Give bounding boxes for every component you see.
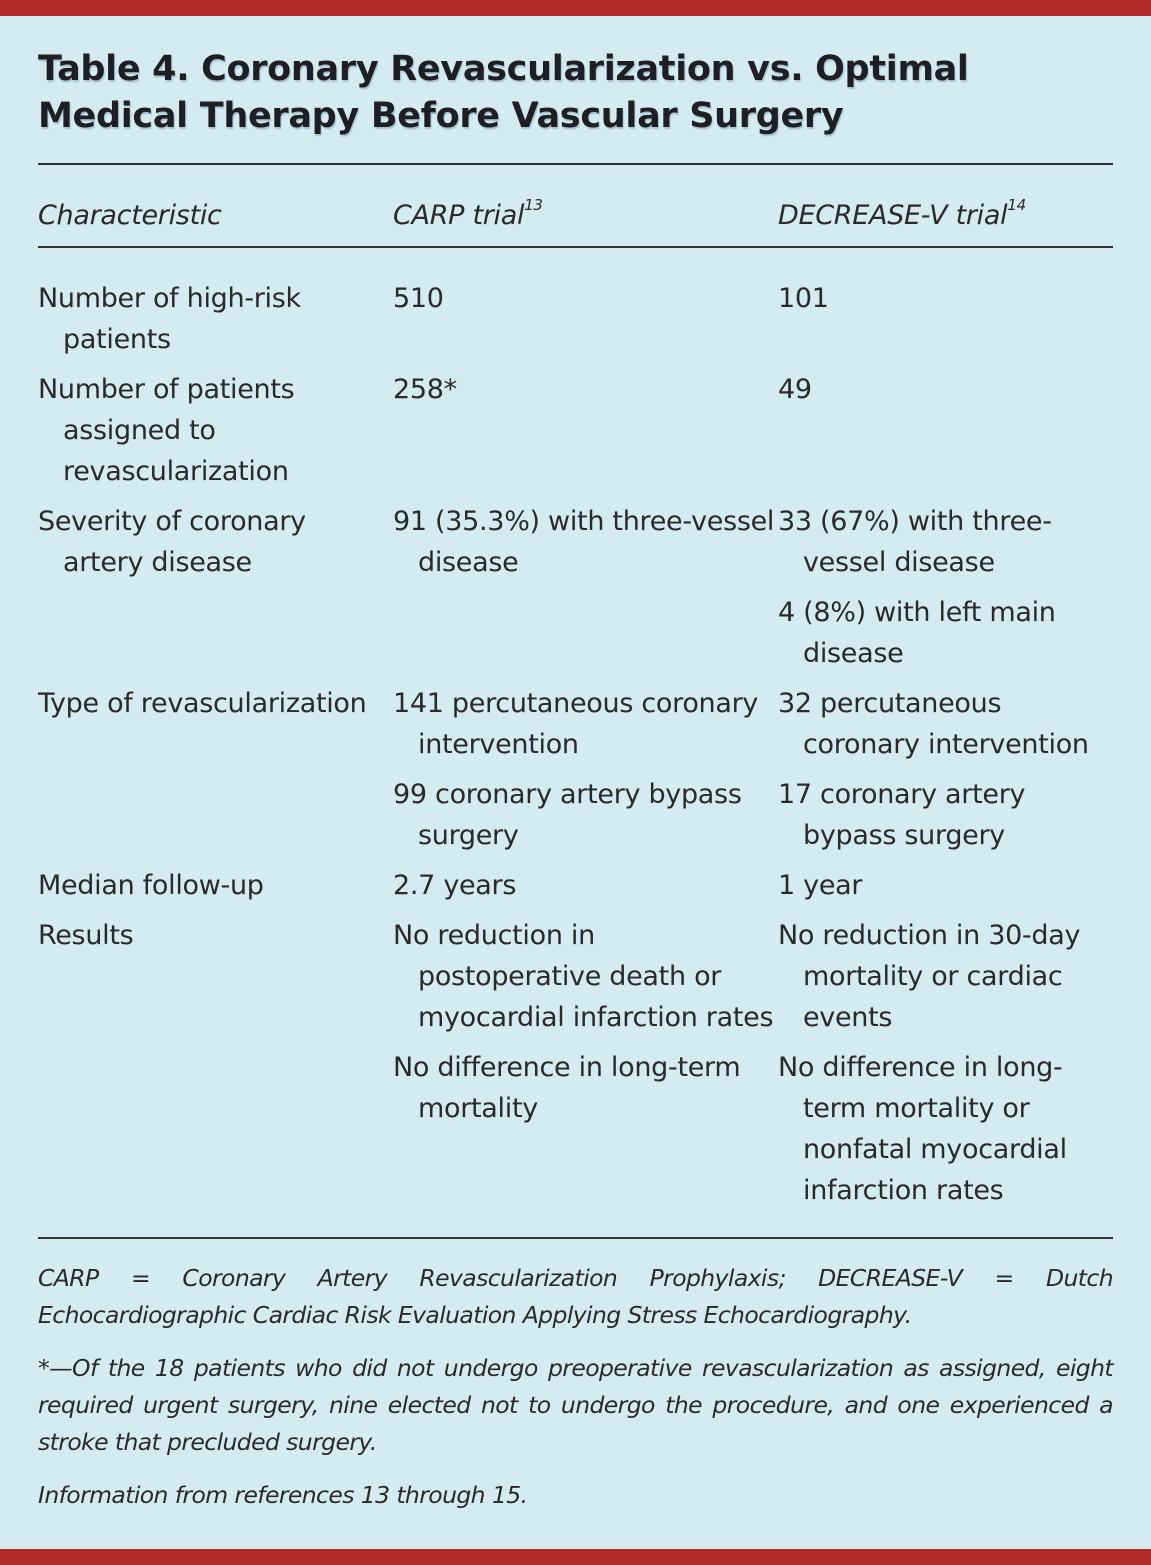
carp-cell — [393, 674, 778, 856]
characteristic-cell — [38, 906, 393, 1233]
cell-entry: Type of revascularization — [38, 688, 367, 719]
header-decrease: DECREASE-V trial$^{14}$ — [778, 196, 1026, 231]
cell-entry: 141 percutaneous coronary intervention — [393, 688, 759, 760]
cell-entry: 258* — [393, 374, 457, 405]
decrease-cell — [778, 252, 1113, 360]
cell-entry: No reduction in 30-day mortality or cardiac events — [778, 920, 1081, 1033]
characteristic-cell — [38, 252, 393, 360]
table-title: Table 4. Coronary Revascularization vs. Optimal Medical Therapy Before Vascular Surgery — [38, 49, 969, 136]
table-row — [38, 856, 1113, 906]
cell-entry: Number of patients assigned to revascularization — [38, 374, 295, 487]
carp-cell — [393, 492, 778, 674]
cell-entry: Severity of coronary artery disease — [38, 506, 306, 578]
cell-entry: No reduction in postoperative death or myocardial infarction rates — [393, 920, 774, 1033]
header-carp: CARP trial$^{13}$ — [393, 196, 543, 231]
table-bottom-divider — [38, 1237, 1113, 1239]
cell-entry: Number of high-risk patients — [38, 283, 301, 355]
table-row — [38, 492, 1113, 674]
cell-entry: 1 year — [778, 870, 863, 901]
cell-entry: 101 — [778, 283, 829, 314]
carp-cell — [393, 906, 778, 1233]
decrease-cell — [778, 906, 1113, 1233]
cell-entry: 33 (67%) with three-vessel disease — [778, 506, 1052, 578]
comparison-table — [38, 190, 1113, 1233]
footnotes — [38, 1260, 1113, 1530]
cell-entry: No difference in long-term mortality — [393, 1052, 741, 1124]
carp-cell — [393, 856, 778, 906]
cell-entry: 4 (8%) with left main disease — [778, 597, 1056, 669]
characteristic-cell — [38, 492, 393, 674]
cell-entry: 91 (35.3%) with three-vessel disease — [393, 506, 775, 578]
bottom-accent-bar — [0, 1549, 1151, 1565]
table-row — [38, 360, 1113, 492]
header-characteristic: Characteristic — [38, 200, 222, 231]
cell-entry: 510 — [393, 283, 444, 314]
carp-cell — [393, 252, 778, 360]
cell-entry: 99 coronary artery bypass surgery — [393, 779, 742, 851]
cell-entry: Results — [38, 920, 134, 951]
title-divider — [38, 163, 1113, 165]
source-note: Information from references 13 through 15. — [38, 1481, 528, 1509]
characteristic-cell — [38, 360, 393, 492]
cell-entry: 32 percutaneous coronary intervention — [778, 688, 1089, 760]
characteristic-cell — [38, 856, 393, 906]
carp-cell — [393, 360, 778, 492]
decrease-cell — [778, 492, 1113, 674]
cell-entry: No difference in long-term mortality or nonfatal myocardial infarction rates — [778, 1052, 1067, 1206]
characteristic-cell — [38, 674, 393, 856]
table-row — [38, 252, 1113, 360]
asterisk-note: *—Of the 18 patients who did not undergo preoperative revascularization as assigned, eight required urgent surgery, nine elected not to undergo the procedure, and one experienced a stroke that precluded surgery. — [38, 1354, 1113, 1456]
header-divider — [38, 246, 1113, 248]
decrease-cell — [778, 856, 1113, 906]
decrease-cell — [778, 674, 1113, 856]
cell-entry: 17 coronary artery bypass surgery — [778, 779, 1026, 851]
cell-entry: 49 — [778, 374, 812, 405]
table-header-row — [38, 190, 1113, 252]
decrease-cell — [778, 360, 1113, 492]
table-row — [38, 906, 1113, 1233]
cell-entry: Median follow-up — [38, 870, 264, 901]
cell-entry: 2.7 years — [393, 870, 517, 901]
abbreviations-note: CARP = Coronary Artery Revascularization Prophylaxis; DECREASE-V = Dutch Echocardiographic Cardiac Risk Evaluation Applying Stress Echocardiography. — [38, 1264, 1113, 1329]
table-row — [38, 674, 1113, 856]
top-accent-bar — [0, 0, 1151, 16]
